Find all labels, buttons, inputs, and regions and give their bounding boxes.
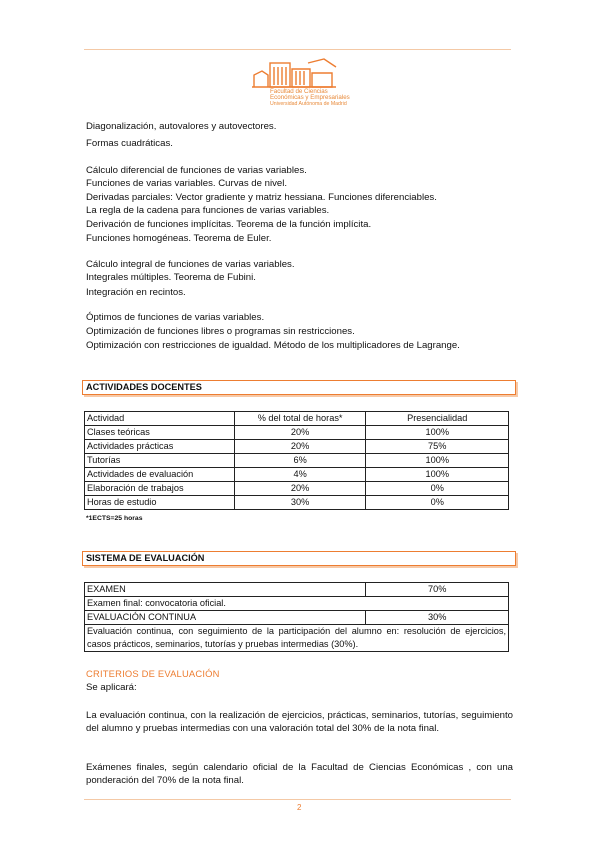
syllabus-line: Formas cuadráticas. (86, 138, 173, 149)
criteria-paragraph: La evaluación continua, con la realización de ejercicios, prácticas, seminarios, tutorías, seguimiento del alumno y pruebas intermedias con una valoración total del 30% de la nota final. (86, 710, 513, 734)
table-cell: 100% (366, 426, 509, 440)
building-icon (248, 57, 340, 91)
table-cell: 75% (366, 440, 509, 454)
table-cell: 100% (366, 468, 509, 482)
table-header: Presencialidad (366, 412, 509, 426)
logo-line-1: Facultad de Ciencias (270, 88, 328, 95)
logo-line-2: Económicas y Empresariales (270, 94, 350, 101)
table-cell: 0% (366, 482, 509, 496)
exam-label: EXAMEN (85, 583, 366, 597)
syllabus-line: Cálculo integral de funciones de varias variables. (86, 259, 295, 270)
table-header-row (85, 412, 509, 426)
page-number: 2 (297, 803, 302, 812)
table-cell: Tutorías (85, 454, 235, 468)
table-cell: 6% (234, 454, 366, 468)
table-header: Actividad (85, 412, 235, 426)
syllabus-line: Óptimos de funciones de varias variables. (86, 312, 265, 323)
evaluation-table (84, 582, 509, 652)
continuous-percentage: 30% (366, 611, 509, 625)
table-cell: 20% (234, 440, 366, 454)
table-cell: Actividades prácticas (85, 440, 235, 454)
table-cell: Horas de estudio (85, 496, 235, 510)
table-cell: 4% (234, 468, 366, 482)
table-row (85, 496, 509, 510)
table-header: % del total de horas* (234, 412, 366, 426)
table-row (85, 440, 509, 454)
table-cell: Elaboración de trabajos (85, 482, 235, 496)
faculty-logo (248, 57, 350, 113)
table-row (85, 611, 509, 625)
evaluation-section-title: SISTEMA DE EVALUACIÓN (82, 551, 516, 566)
logo-line-3: Universidad Autónoma de Madrid (270, 101, 347, 107)
syllabus-line: Funciones de varias variables. Curvas de nivel. (86, 178, 288, 189)
table-row (85, 482, 509, 496)
table-row (85, 625, 509, 652)
table-cell: 20% (234, 482, 366, 496)
exam-percentage: 70% (366, 583, 509, 597)
table-cell: 0% (366, 496, 509, 510)
table-footnote: *1ECTS=25 horas (86, 515, 143, 522)
syllabus-line: Diagonalización, autovalores y autovectores. (86, 121, 277, 132)
table-row (85, 426, 509, 440)
table-cell: Actividades de evaluación (85, 468, 235, 482)
table-cell: 20% (234, 426, 366, 440)
syllabus-line: Integrales múltiples. Teorema de Fubini. (86, 272, 256, 283)
continuous-label: EVALUACIÓN CONTINUA (85, 611, 366, 625)
continuous-description: Evaluación continua, con seguimiento de la participación del alumno en: resolución de ejercicios, casos prácticos, seminarios, tutorías y pruebas intermedias (30%). (85, 625, 509, 652)
syllabus-line: Derivación de funciones implícitas. Teorema de la función implícita. (86, 219, 372, 230)
criteria-intro: Se aplicará: (86, 682, 137, 693)
syllabus-line: Cálculo diferencial de funciones de varias variables. (86, 165, 307, 176)
syllabus-line: Funciones homogéneas. Teorema de Euler. (86, 233, 272, 244)
table-row (85, 454, 509, 468)
activities-section-title: ACTIVIDADES DOCENTES (82, 380, 516, 395)
footer-rule (84, 799, 511, 800)
table-row (85, 468, 509, 482)
syllabus-line: Optimización de funciones libres o programas sin restricciones. (86, 326, 355, 337)
table-cell: 30% (234, 496, 366, 510)
table-cell: 100% (366, 454, 509, 468)
syllabus-line: Optimización con restricciones de igualdad. Método de los multiplicadores de Lagrange. (86, 340, 460, 351)
syllabus-line: La regla de la cadena para funciones de varias variables. (86, 205, 330, 216)
activities-table (84, 411, 509, 510)
header-rule (84, 49, 511, 50)
table-row (85, 583, 509, 597)
syllabus-line: Integración en recintos. (86, 287, 186, 298)
syllabus-line: Derivadas parciales: Vector gradiente y matriz hessiana. Funciones diferenciables. (86, 192, 437, 203)
table-cell: Clases teóricas (85, 426, 235, 440)
table-row (85, 597, 509, 611)
exam-description: Examen final: convocatoria oficial. (85, 597, 509, 611)
criteria-title: CRITERIOS DE EVALUACIÓN (86, 668, 220, 679)
criteria-paragraph: Exámenes finales, según calendario oficial de la Facultad de Ciencias Económicas , con una ponderación del 70% de la nota final. (86, 762, 513, 786)
